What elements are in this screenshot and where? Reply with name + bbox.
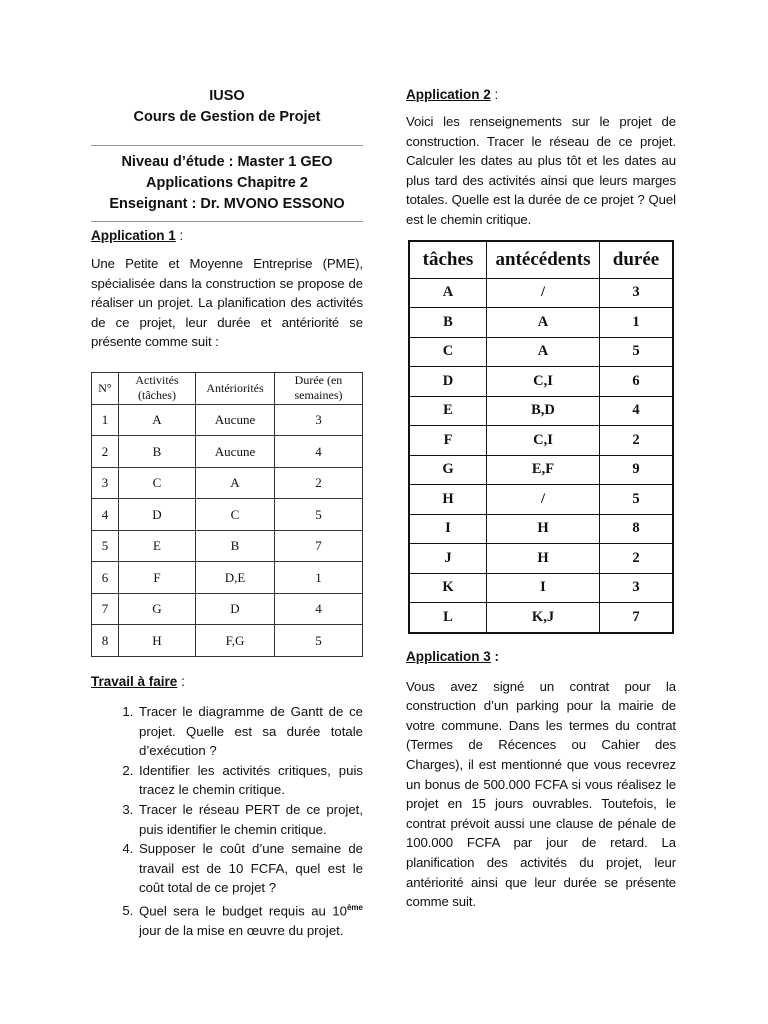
cell-activity: C (119, 467, 196, 499)
cell-activity: G (119, 593, 196, 625)
cell-activity: H (119, 625, 196, 657)
cell-task: G (409, 455, 487, 485)
cell-number: 1 (92, 404, 119, 436)
table-row (409, 337, 673, 367)
cell-antecedents: A (487, 308, 600, 338)
cell-duration: 4 (275, 436, 363, 468)
cell-duration: 5 (600, 337, 674, 367)
col-header-antecedents: antécédents (487, 241, 600, 279)
table-row (409, 455, 673, 485)
col-header-anteriorities: Antériorités (196, 372, 275, 404)
cell-task: D (409, 367, 487, 397)
table-row (92, 467, 363, 499)
cell-duration: 6 (600, 367, 674, 397)
cell-task: B (409, 308, 487, 338)
cell-task: L (409, 603, 487, 633)
col-header-tasks: tâches (409, 241, 487, 279)
cell-number: 4 (92, 499, 119, 531)
divider (91, 221, 363, 222)
table-row (409, 603, 673, 633)
app1-text: Une Petite et Moyenne Entreprise (PME), spécialisée dans la construction se propose de réaliser un projet. La planification des activités de ce projet, leur durée et antériorité se présente comme suit : (91, 256, 363, 350)
cell-number: 5 (92, 530, 119, 562)
app1-title: Application 1 (91, 228, 176, 243)
app3-title: Application 3 (406, 648, 491, 664)
app1-heading (91, 227, 363, 245)
cell-task: K (409, 573, 487, 603)
table-row (409, 308, 673, 338)
table-row (92, 625, 363, 657)
travail-heading (91, 673, 363, 691)
cell-duration: 4 (600, 396, 674, 426)
item5-superscript: ème (346, 902, 363, 912)
cell-antecedents: / (487, 485, 600, 515)
teacher-name: Enseignant : Dr. MVONO ESSONO (109, 196, 345, 212)
cell-task: A (409, 278, 487, 308)
cell-task: E (409, 396, 487, 426)
app2-title: Application 2 (406, 87, 491, 102)
col-header-duration: Durée (en semaines) (275, 372, 363, 404)
cell-duration: 5 (600, 485, 674, 515)
table-row (409, 396, 673, 426)
table-row (409, 485, 673, 515)
cell-activity: F (119, 562, 196, 594)
cell-number: 7 (92, 593, 119, 625)
course-info (91, 152, 363, 215)
cell-antecedents: I (487, 573, 600, 603)
cell-number: 2 (92, 436, 119, 468)
list-item: 3. Tracer le réseau PERT de ce projet, puis identifier le chemin critique. (137, 800, 363, 839)
cell-anteriority: F,G (196, 625, 275, 657)
table-header-row (409, 241, 673, 279)
cell-task: H (409, 485, 487, 515)
cell-duration: 3 (600, 278, 674, 308)
cell-duration: 2 (275, 467, 363, 499)
cell-antecedents: / (487, 278, 600, 308)
table-row (409, 367, 673, 397)
table-row (409, 544, 673, 574)
cell-number: 6 (92, 562, 119, 594)
travail-title: Travail à faire (91, 673, 178, 689)
item5-text-after: jour de la mise en œuvre du projet. (139, 922, 344, 938)
table-row (409, 514, 673, 544)
course-title: Cours de Gestion de Projet (133, 109, 321, 125)
app3-title-suffix: : (490, 648, 500, 664)
cell-activity: B (119, 436, 196, 468)
cell-antecedents: H (487, 544, 600, 574)
cell-duration: 2 (600, 544, 674, 574)
app2-table-body (409, 278, 673, 633)
cell-task: J (409, 544, 487, 574)
table-row (92, 499, 363, 531)
list-item: 4. Supposer le coût d’une semaine de travail est de 10 FCFA, quel est le coût total de ce projet ? (137, 839, 363, 898)
cell-number: 8 (92, 625, 119, 657)
cell-duration: 7 (275, 530, 363, 562)
table-row (409, 573, 673, 603)
cell-anteriority: A (196, 467, 275, 499)
cell-anteriority: C (196, 499, 275, 531)
app1-table (91, 372, 363, 657)
task-list (91, 702, 363, 941)
cell-antecedents: C,I (487, 367, 600, 397)
cell-antecedents: B,D (487, 396, 600, 426)
cell-antecedents: C,I (487, 426, 600, 456)
right-column (406, 86, 676, 912)
cell-duration: 9 (600, 455, 674, 485)
app2-table (408, 240, 674, 634)
cell-duration: 8 (600, 514, 674, 544)
cell-anteriority: D (196, 593, 275, 625)
table-row (92, 404, 363, 436)
cell-task: C (409, 337, 487, 367)
app3-text: Vous avez signé un contrat pour la construction d’un parking pour la mairie de votre commune. Dans les termes du contrat (Termes de Récences ou Cahier des Charges), il est mentionné que vous recevrez un bonus de 500.000 FCFA si vous réalisez le projet en 15 jours ouvrables. Toutefois, le contrat prévoit aussi une clause de pénale de 100.000 FCFA par jour de retard. La planification des activités du projet, leur antériorité ainsi que leur durée se présente comme suit. (406, 678, 676, 910)
table-row (92, 562, 363, 594)
cell-anteriority: B (196, 530, 275, 562)
app1-table-body (92, 404, 363, 656)
cell-antecedents: K,J (487, 603, 600, 633)
study-level: Niveau d’étude : Master 1 GEO (121, 154, 333, 170)
cell-number: 3 (92, 467, 119, 499)
list-item: 2. Identifier les activités critiques, puis tracez le chemin critique. (137, 761, 363, 800)
cell-duration: 3 (600, 573, 674, 603)
cell-duration: 4 (275, 593, 363, 625)
cell-antecedents: A (487, 337, 600, 367)
cell-anteriority: Aucune (196, 404, 275, 436)
cell-antecedents: H (487, 514, 600, 544)
table-row (92, 530, 363, 562)
app1-title-suffix: : (175, 228, 184, 243)
list-item: 1. Tracer le diagramme de Gantt de ce projet. Quelle est sa durée totale d’exécution ? (137, 702, 363, 761)
table-row (409, 426, 673, 456)
col-header-number: N° (92, 372, 119, 404)
table-header-row (92, 372, 363, 404)
cell-duration: 1 (275, 562, 363, 594)
cell-antecedents: E,F (487, 455, 600, 485)
cell-duration: 3 (275, 404, 363, 436)
cell-task: I (409, 514, 487, 544)
list-item (137, 898, 363, 941)
col-header-duration: durée (600, 241, 674, 279)
left-column (91, 86, 363, 940)
cell-duration: 1 (600, 308, 674, 338)
cell-anteriority: Aucune (196, 436, 275, 468)
institution-name: IUSO (209, 88, 245, 104)
table-row (409, 278, 673, 308)
travail-title-suffix: : (177, 673, 185, 689)
cell-activity: A (119, 404, 196, 436)
table-row (92, 436, 363, 468)
table-row (92, 593, 363, 625)
chapter-title: Applications Chapitre 2 (146, 175, 308, 191)
cell-task: F (409, 426, 487, 456)
cell-duration: 5 (275, 499, 363, 531)
document-header (91, 86, 363, 128)
cell-anteriority: D,E (196, 562, 275, 594)
app2-title-suffix: : (490, 87, 499, 102)
app3-heading (406, 648, 676, 666)
cell-duration: 2 (600, 426, 674, 456)
divider (91, 145, 363, 146)
cell-activity: E (119, 530, 196, 562)
cell-activity: D (119, 499, 196, 531)
col-header-activities: Activités (tâches) (119, 372, 196, 404)
cell-duration: 5 (275, 625, 363, 657)
cell-duration: 7 (600, 603, 674, 633)
item5-text-before: Quel sera le budget requis au 10 (139, 903, 347, 919)
app2-heading (406, 86, 676, 104)
app2-text: Voici les renseignements sur le projet de construction. Tracer le réseau de ce projet. Calculer les dates au plus tôt et les dates au plus tard des activités ainsi que leurs marges totales. Quelle est la durée de ce projet ? Quel est le chemin critique. (406, 114, 676, 227)
